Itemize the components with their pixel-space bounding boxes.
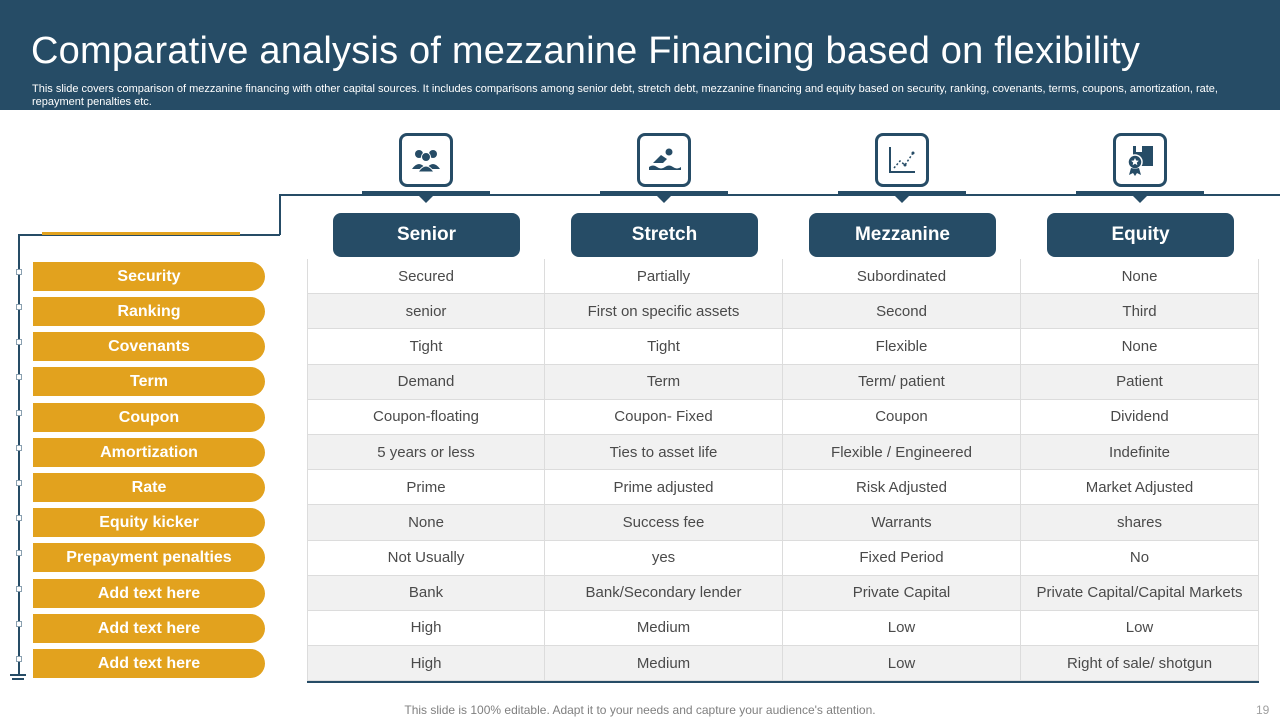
table-cell: Flexible / Engineered [783,435,1021,470]
table-row [307,470,1259,505]
swimmer-icon [637,133,691,187]
table-cell: None [307,505,545,540]
rail-tick [16,515,22,521]
rail-tick [16,656,22,662]
icon-pointer [418,195,434,203]
table-cell: Low [783,611,1021,646]
table-row [307,435,1259,470]
row-label-placeholder-3: Add text here [33,649,265,678]
table-cell: Low [1021,611,1259,646]
table-cell: yes [545,541,783,576]
table-cell: Ties to asset life [545,435,783,470]
rail-tick [16,269,22,275]
table-cell: Risk Adjusted [783,470,1021,505]
rail-tick [16,410,22,416]
table-cell: Patient [1021,365,1259,400]
table-row [307,365,1259,400]
team-icon [399,133,453,187]
icon-pointer [656,195,672,203]
row-label-covenants: Covenants [33,332,265,361]
table-cell: Term [545,365,783,400]
table-row [307,400,1259,435]
table-cell: Subordinated [783,259,1021,294]
row-label-placeholder-1: Add text here [33,579,265,608]
table-cell: No [1021,541,1259,576]
table-cell: 5 years or less [307,435,545,470]
page-subtitle: This slide covers comparison of mezzanine financing with other capital sources. It includes comparisons among senior debt, stretch debt, mezzanine financing and equity based on security, ranking, covenants, terms, coupons, amortization, rate, repayment penalties etc. [32,83,1218,108]
table-cell: Secured [307,259,545,294]
table-row [307,505,1259,540]
table-cell: Not Usually [307,541,545,576]
table-cell: None [1021,259,1259,294]
table-cell: Coupon- Fixed [545,400,783,435]
table-cell: Success fee [545,505,783,540]
table-cell: Partially [545,259,783,294]
table-cell: Warrants [783,505,1021,540]
row-label-amortization: Amortization [33,438,265,467]
table-cell: Right of sale/ shotgun [1021,646,1259,681]
rail-tick [16,304,22,310]
gold-accent-bar [42,232,240,235]
table-cell: High [307,646,545,681]
rail-tick [16,550,22,556]
rail-tick [16,621,22,627]
header-banner [0,0,1280,110]
table-cell: Medium [545,646,783,681]
page-title: Comparative analysis of mezzanine Financing based on flexibility [31,30,1141,72]
table-cell: Bank [307,576,545,611]
table-cell: Market Adjusted [1021,470,1259,505]
table-cell: Tight [307,329,545,364]
column-header-senior: Senior [333,213,520,257]
award-certificate-icon [1113,133,1167,187]
rail-tick [16,374,22,380]
left-rail-line [18,234,20,674]
table-row [307,294,1259,329]
table-cell: Coupon [783,400,1021,435]
table-cell: Third [1021,294,1259,329]
rail-tick [16,339,22,345]
table-cell: shares [1021,505,1259,540]
table-cell: Tight [545,329,783,364]
table-cell: Private Capital/Capital Markets [1021,576,1259,611]
column-header-stretch: Stretch [571,213,758,257]
table-cell: Private Capital [783,576,1021,611]
left-rail-end-2 [12,678,24,680]
icon-pointer [894,195,910,203]
table-cell: Second [783,294,1021,329]
column-header-equity: Equity [1047,213,1234,257]
table-cell: Low [783,646,1021,681]
table-cell: First on specific assets [545,294,783,329]
top-connector-drop [279,194,281,235]
icon-pointer [1132,195,1148,203]
row-label-prepayment-penalties: Prepayment penalties [33,543,265,572]
footer-note: This slide is 100% editable. Adapt it to your needs and capture your audience's attention. [404,703,876,717]
table-cell: Flexible [783,329,1021,364]
table-cell: Term/ patient [783,365,1021,400]
row-label-rate: Rate [33,473,265,502]
table-cell: Prime adjusted [545,470,783,505]
column-header-mezzanine: Mezzanine [809,213,996,257]
table-row [307,646,1259,681]
table-cell: Coupon-floating [307,400,545,435]
table-row [307,576,1259,611]
row-label-security: Security [33,262,265,291]
table-row [307,541,1259,576]
page-number: 19 [1256,703,1270,717]
growth-chart-icon [875,133,929,187]
row-label-term: Term [33,367,265,396]
table-cell: Prime [307,470,545,505]
rail-tick [16,445,22,451]
rail-tick [16,480,22,486]
comparison-table [307,259,1259,683]
table-cell: Bank/Secondary lender [545,576,783,611]
table-cell: Dividend [1021,400,1259,435]
table-cell: Medium [545,611,783,646]
row-label-ranking: Ranking [33,297,265,326]
table-cell: senior [307,294,545,329]
table-row [307,259,1259,294]
table-cell: Demand [307,365,545,400]
table-cell: Indefinite [1021,435,1259,470]
table-row [307,611,1259,646]
rail-tick [16,586,22,592]
row-label-placeholder-2: Add text here [33,614,265,643]
table-cell: High [307,611,545,646]
table-cell: None [1021,329,1259,364]
left-rail-end [10,674,26,676]
row-label-equity-kicker: Equity kicker [33,508,265,537]
table-cell: Fixed Period [783,541,1021,576]
row-label-coupon: Coupon [33,403,265,432]
table-row [307,329,1259,364]
